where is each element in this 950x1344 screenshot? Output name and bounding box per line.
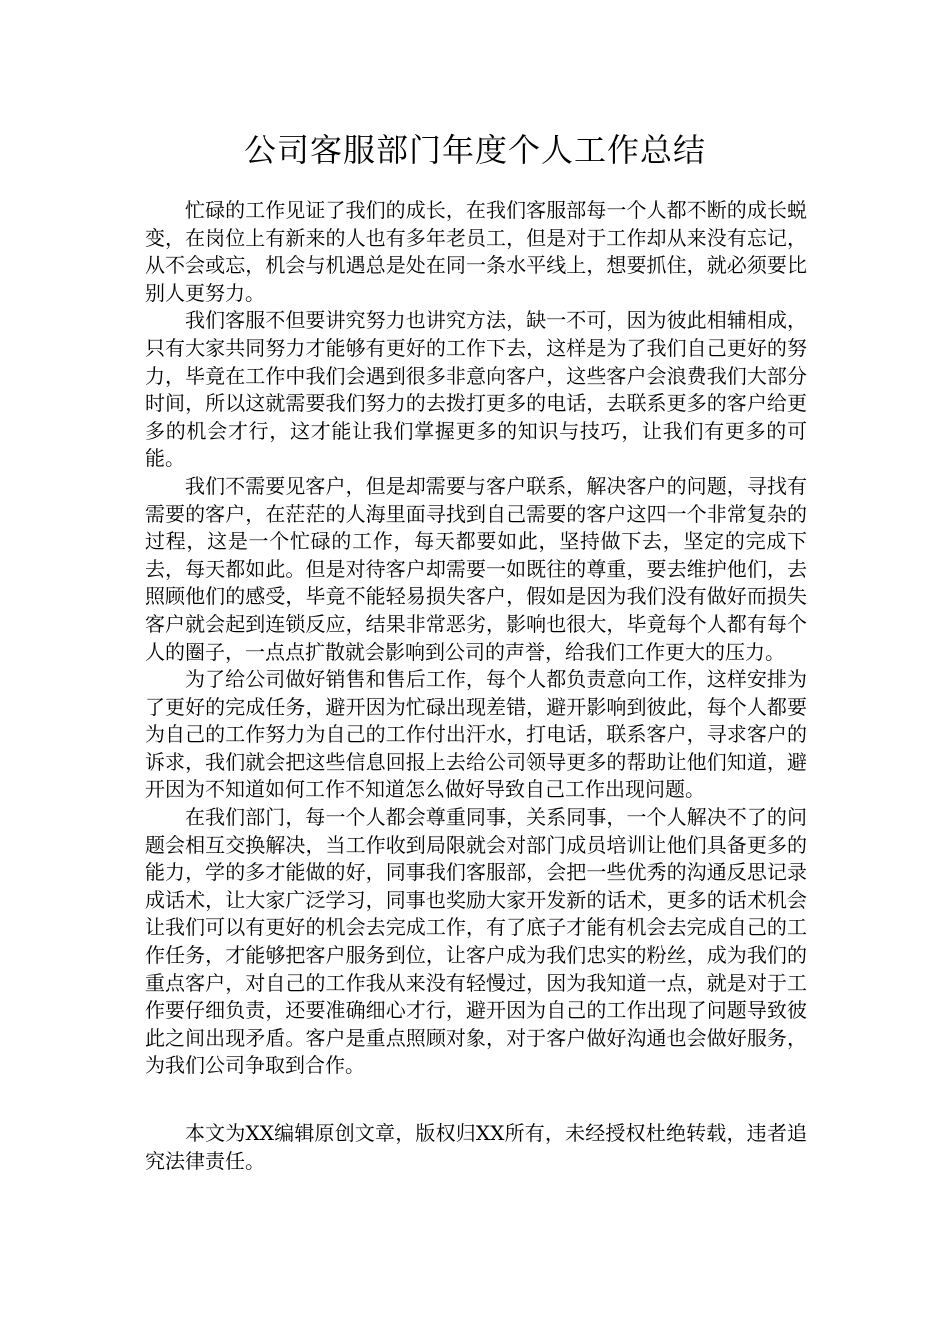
paragraph: 忙碌的工作见证了我们的成长，在我们客服部每一个人都不断的成长蜕变，在岗位上有新来的人也有多年老员工，但是对于工作却从来没有忘记，从不会或忘，机会与机遇总是处在同一条水平线上，想要抓住，就必须要比别人更努力。 xyxy=(145,198,807,305)
paragraph: 为了给公司做好销售和售后工作，每个人都负责意向工作，这样安排为了更好的完成任务，避开因为忙碌出现差错，避开影响到彼此，每个人都要为自己的工作努力为自己的工作付出汗水，打电话，联系客户，寻求客户的诉求，我们就会把这些信息回报上去给公司领导更多的帮助让他们知道，避开因为不知道如何工作不知道怎么做好导致自己工作出现问题。 xyxy=(145,667,807,802)
paragraph: 我们不需要见客户，但是却需要与客户联系，解决客户的问题，寻找有需要的客户，在茫茫的人海里面寻找到自己需要的客户这四一个非常复杂的过程，这是一个忙碌的工作，每天都要如此，坚持做下去，坚定的完成下去，每天都如此。但是对待客户却需要一如既往的尊重，要去维护他们，去照顾他们的感受，毕竟不能轻易损失客户，假如是因为我们没有做好而损失客户就会起到连锁反应，结果非常恶劣，影响也很大，毕竟每个人都有每个人的圈子，一点点扩散就会影响到公司的声誉，给我们工作更大的压力。 xyxy=(145,473,807,664)
copyright-notice: 本文为XX编辑原创文章，版权归XX所有，未经授权杜绝转载，违者追究法律责任。 xyxy=(145,1121,807,1173)
document-title: 公司客服部门年度个人工作总结 xyxy=(243,131,706,169)
paragraph: 我们客服不但要讲究努力也讲究方法，缺一不可，因为彼此相辅相成，只有大家共同努力才能够有更好的工作下去，这样是为了我们自己更好的努力，毕竟在工作中我们会遇到很多非意向客户，这些客户会浪费我们大部分时间，所以这就需要我们努力的去拨打更多的电话，去联系更多的客户给更多的机会才行，这才能让我们掌握更多的知识与技巧，让我们有更多的可能。 xyxy=(145,308,807,471)
paragraph: 在我们部门，每一个人都会尊重同事，关系同事，一个人解决不了的问题会相互交换解决，当工作收到局限就会对部门成员培训让他们具备更多的能力，学的多才能做的好，同事我们客服部，会把一些优秀的沟通反思记录成话术，让大家广泛学习，同事也奖励大家开发新的话术，更多的话术机会让我们可以有更好的机会去完成工作，有了底子才能有机会去完成自己的工作任务，才能够把客户服务到位，让客户成为我们忠实的粉丝，成为我们的重点客户，对自己的工作我从来没有轻慢过，因为我知道一点，就是对于工作要仔细负责，还要准确细心才行，避开因为自己的工作出现了问题导致彼此之间出现矛盾。客户是重点照顾对象，对于客户做好沟通也会做好服务，为我们公司争取到合作。 xyxy=(145,805,807,1078)
document-body xyxy=(145,197,807,1080)
